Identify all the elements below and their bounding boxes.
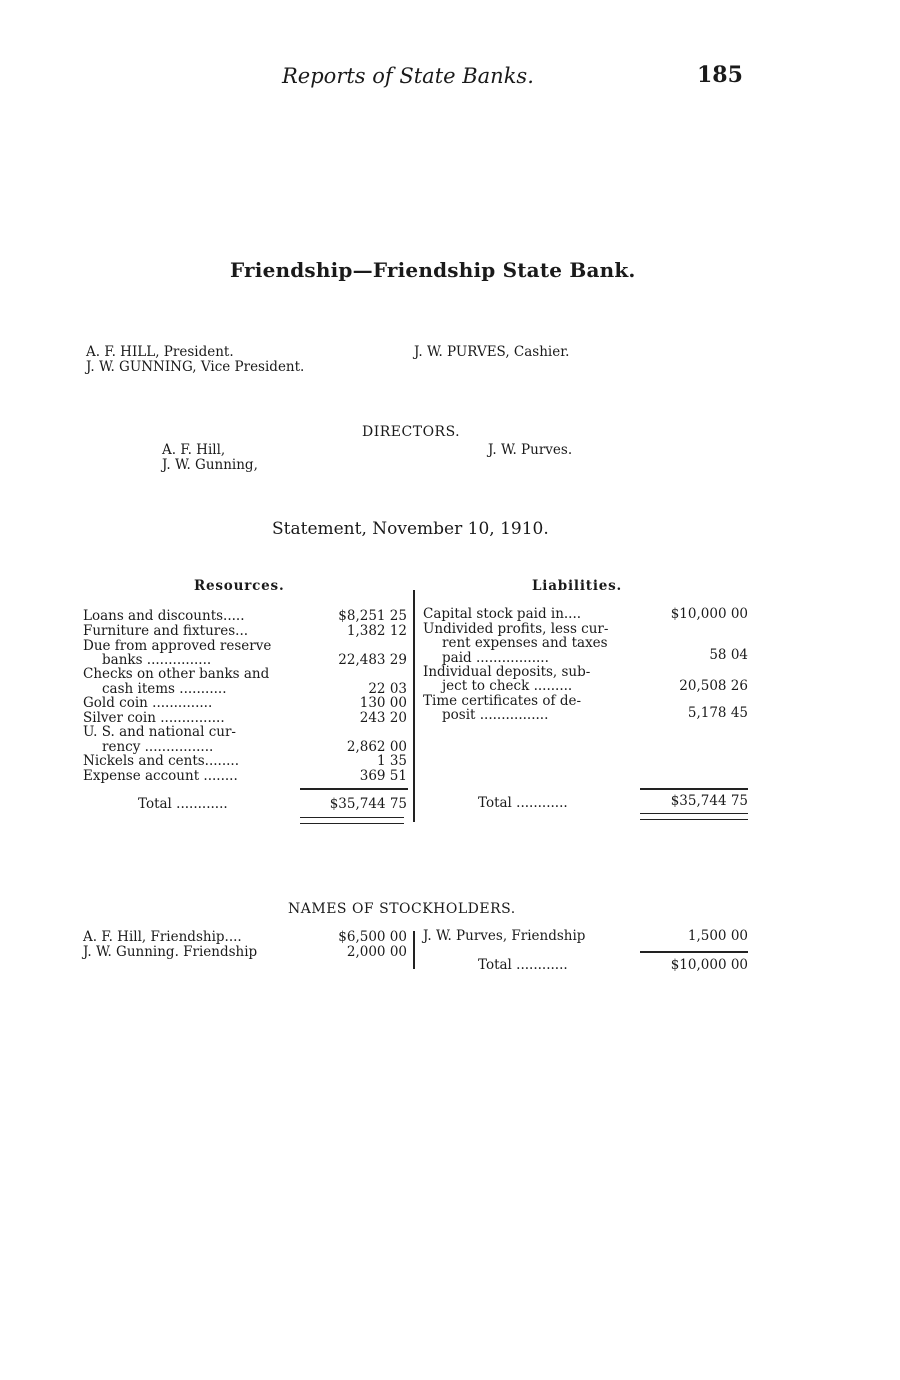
resource-amount: 369 51 xyxy=(359,768,407,784)
directors-heading: DIRECTORS. xyxy=(362,424,461,440)
resource-label: Silver coin ............... xyxy=(83,710,225,726)
liability-label: ject to check ......... xyxy=(442,678,573,694)
column-divider xyxy=(413,590,415,822)
stockholders-total-amount: $10,000 00 xyxy=(670,957,748,973)
resource-amount: $8,251 25 xyxy=(338,608,407,624)
liability-label: posit ................ xyxy=(442,707,549,723)
stockholder-name: A. F. Hill, Friendship.... xyxy=(83,929,242,945)
resource-label: Loans and discounts..... xyxy=(83,608,245,624)
liabilities-total-label: Total ............ xyxy=(478,795,568,811)
officers-right xyxy=(414,345,569,360)
resource-label: Expense account ........ xyxy=(83,768,238,784)
subtotal-rule xyxy=(300,788,408,790)
resources-total-amount: $35,744 75 xyxy=(329,796,407,812)
liability-amount: 20,508 26 xyxy=(679,678,748,694)
resource-amount: 1 35 xyxy=(376,753,407,769)
officer-president: A. F. HILL, President. xyxy=(86,344,234,360)
statement-title: Statement, November 10, 1910. xyxy=(272,519,549,539)
resource-label: rency ................ xyxy=(102,739,214,755)
directors-right xyxy=(488,443,572,458)
officer-vice-president: J. W. GUNNING, Vice President. xyxy=(86,359,305,375)
stockholder-amount: 1,500 00 xyxy=(687,928,748,944)
liability-label: paid ................. xyxy=(442,650,549,666)
director-name: A. F. Hill, xyxy=(162,442,226,458)
resource-label: U. S. and national cur- xyxy=(83,724,236,740)
officers-left xyxy=(86,345,304,375)
bank-title: Friendship—Friendship State Bank. xyxy=(230,258,636,282)
running-title: Reports of State Banks. xyxy=(282,64,534,88)
director-name: J. W. Purves. xyxy=(488,442,573,458)
resource-amount: 22 03 xyxy=(368,681,407,697)
liability-amount: $10,000 00 xyxy=(670,606,748,622)
liabilities-heading: Liabilities. xyxy=(532,578,623,594)
liability-label: Capital stock paid in.... xyxy=(423,606,582,622)
total-double-rule xyxy=(300,817,404,824)
liability-amount: 5,178 45 xyxy=(687,705,748,721)
stockholders-total-label: Total ............ xyxy=(478,957,568,973)
resource-label: cash items ........... xyxy=(102,681,227,697)
stockholder-amount: $6,500 00 xyxy=(338,929,407,945)
resources-total-label: Total ............ xyxy=(138,796,228,812)
liability-label: Individual deposits, sub- xyxy=(423,664,591,680)
liability-amount: 58 04 xyxy=(709,647,748,663)
resources-heading: Resources. xyxy=(194,578,285,594)
resource-label: Checks on other banks and xyxy=(83,666,270,682)
subtotal-rule xyxy=(640,951,748,953)
resource-amount: 1,382 12 xyxy=(346,623,407,639)
resource-amount: 243 20 xyxy=(359,710,407,726)
resource-label: banks ............... xyxy=(102,652,212,668)
resource-amount: 2,862 00 xyxy=(346,739,407,755)
resource-label: Furniture and fixtures... xyxy=(83,623,249,639)
stockholders-divider xyxy=(413,931,415,969)
total-double-rule xyxy=(640,813,748,820)
resource-label: Nickels and cents........ xyxy=(83,753,240,769)
resource-label: Due from approved reserve xyxy=(83,638,272,654)
resource-amount: 22,483 29 xyxy=(338,652,407,668)
director-name: J. W. Gunning, xyxy=(162,457,258,473)
stockholder-name: J. W. Purves, Friendship xyxy=(423,928,586,944)
liability-label: Undivided profits, less cur- xyxy=(423,621,609,637)
stockholders-heading: NAMES OF STOCKHOLDERS. xyxy=(288,901,516,917)
directors-left xyxy=(162,443,258,473)
stockholder-amount: 2,000 00 xyxy=(346,944,407,960)
subtotal-rule xyxy=(640,788,748,790)
page-number: 185 xyxy=(697,62,743,88)
liabilities-total-amount: $35,744 75 xyxy=(670,793,748,809)
liability-label: Time certificates of de- xyxy=(423,693,582,709)
stockholder-name: J. W. Gunning. Friendship xyxy=(83,944,258,960)
liability-label: rent expenses and taxes xyxy=(442,635,608,651)
resource-amount: 130 00 xyxy=(359,695,407,711)
resource-label: Gold coin .............. xyxy=(83,695,213,711)
officer-cashier: J. W. PURVES, Cashier. xyxy=(414,344,570,360)
